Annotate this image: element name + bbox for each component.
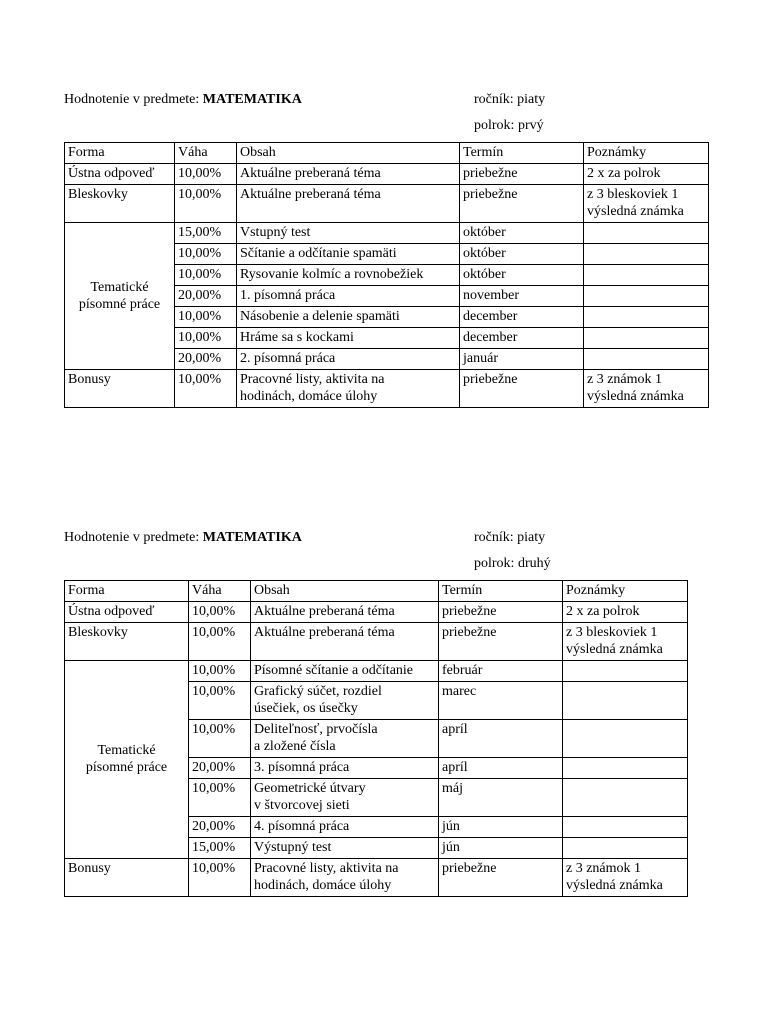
column-header-poznamky: Poznámky <box>563 581 688 602</box>
cell-poznamky <box>563 758 688 779</box>
column-header-termin: Termín <box>439 581 563 602</box>
table-row <box>65 185 709 223</box>
section-1-grade-year: ročník: piaty <box>474 92 546 107</box>
cell-poznamky <box>563 682 688 720</box>
cell-poznamky <box>563 720 688 758</box>
cell-obsah: Aktuálne preberaná téma <box>237 185 460 223</box>
cell-forma: Ústna odpoveď <box>65 602 189 623</box>
cell-vaha: 10,00% <box>175 164 237 185</box>
table-row <box>65 164 709 185</box>
cell-termin: priebežne <box>460 370 584 408</box>
cell-vaha: 10,00% <box>175 328 237 349</box>
cell-obsah: Pracovné listy, aktivita na hodinách, domáce úlohy <box>237 370 460 408</box>
cell-vaha: 15,00% <box>189 838 251 859</box>
cell-vaha: 10,00% <box>189 682 251 720</box>
cell-obsah: 3. písomná práca <box>251 758 439 779</box>
cell-poznamky: z 3 známok 1 výsledná známka <box>563 859 688 897</box>
cell-vaha: 10,00% <box>189 779 251 817</box>
cell-obsah: Grafický súčet, rozdiel úsečiek, os úsečky <box>251 682 439 720</box>
cell-obsah: Rysovanie kolmíc a rovnobežiek <box>237 265 460 286</box>
cell-obsah: Aktuálne preberaná téma <box>251 602 439 623</box>
cell-poznamky <box>584 328 709 349</box>
section-1-subject-line <box>64 92 302 108</box>
table-row <box>65 370 709 408</box>
cell-termin: priebežne <box>439 602 563 623</box>
cell-termin: apríl <box>439 720 563 758</box>
cell-obsah: Sčítanie a odčítanie spamäti <box>237 244 460 265</box>
subject-name: MATEMATIKA <box>202 92 302 107</box>
cell-obsah: Výstupný test <box>251 838 439 859</box>
cell-poznamky <box>563 661 688 682</box>
table-row <box>65 223 709 244</box>
cell-vaha: 10,00% <box>175 307 237 328</box>
column-header-obsah: Obsah <box>251 581 439 602</box>
cell-vaha: 20,00% <box>189 758 251 779</box>
cell-termin: október <box>460 223 584 244</box>
cell-forma: Ústna odpoveď <box>65 164 175 185</box>
column-header-forma: Forma <box>65 143 175 164</box>
cell-termin: apríl <box>439 758 563 779</box>
subject-name: MATEMATIKA <box>202 530 302 545</box>
cell-obsah: Aktuálne preberaná téma <box>237 164 460 185</box>
cell-forma: Bonusy <box>65 370 175 408</box>
cell-forma: Bonusy <box>65 859 189 897</box>
table-row <box>65 661 688 682</box>
section-2-semester: polrok: druhý <box>474 556 551 571</box>
column-header-termin: Termín <box>460 143 584 164</box>
cell-poznamky <box>563 817 688 838</box>
cell-vaha: 20,00% <box>175 349 237 370</box>
column-header-obsah: Obsah <box>237 143 460 164</box>
cell-poznamky <box>584 265 709 286</box>
table-row <box>65 623 688 661</box>
cell-vaha: 10,00% <box>189 602 251 623</box>
section-2-subject-line <box>64 530 302 546</box>
cell-forma: Bleskovky <box>65 185 175 223</box>
cell-vaha: 20,00% <box>189 817 251 838</box>
column-header-vaha: Váha <box>189 581 251 602</box>
cell-termin: december <box>460 328 584 349</box>
cell-vaha: 10,00% <box>189 859 251 897</box>
cell-obsah: 2. písomná práca <box>237 349 460 370</box>
cell-termin: jún <box>439 838 563 859</box>
cell-termin: priebežne <box>439 623 563 661</box>
cell-poznamky <box>584 349 709 370</box>
cell-termin: október <box>460 265 584 286</box>
cell-vaha: 10,00% <box>175 244 237 265</box>
cell-vaha: 20,00% <box>175 286 237 307</box>
cell-vaha: 10,00% <box>189 661 251 682</box>
cell-termin: priebežne <box>460 164 584 185</box>
cell-obsah: Pracovné listy, aktivita na hodinách, domáce úlohy <box>251 859 439 897</box>
cell-termin: december <box>460 307 584 328</box>
cell-vaha: 10,00% <box>189 623 251 661</box>
cell-poznamky <box>584 286 709 307</box>
column-header-poznamky: Poznámky <box>584 143 709 164</box>
cell-poznamky <box>584 307 709 328</box>
cell-poznamky: z 3 bleskoviek 1 výsledná známka <box>563 623 688 661</box>
cell-obsah: Aktuálne preberaná téma <box>251 623 439 661</box>
subject-label: Hodnotenie v predmete: <box>64 530 200 545</box>
cell-termin: január <box>460 349 584 370</box>
cell-poznamky <box>563 779 688 817</box>
cell-vaha: 15,00% <box>175 223 237 244</box>
cell-forma-group: Tematické písomné práce <box>65 223 175 370</box>
section-1-semester: polrok: prvý <box>474 118 544 133</box>
cell-poznamky: 2 x za polrok <box>584 164 709 185</box>
cell-vaha: 10,00% <box>189 720 251 758</box>
cell-obsah: Vstupný test <box>237 223 460 244</box>
cell-obsah: 4. písomná práca <box>251 817 439 838</box>
cell-poznamky: z 3 známok 1 výsledná známka <box>584 370 709 408</box>
section-2-grade-year: ročník: piaty <box>474 530 546 545</box>
cell-forma: Bleskovky <box>65 623 189 661</box>
cell-poznamky <box>584 244 709 265</box>
cell-termin: október <box>460 244 584 265</box>
cell-obsah: Násobenie a delenie spamäti <box>237 307 460 328</box>
cell-termin: marec <box>439 682 563 720</box>
cell-obsah: Hráme sa s kockami <box>237 328 460 349</box>
column-header-forma: Forma <box>65 581 189 602</box>
cell-termin: jún <box>439 817 563 838</box>
cell-poznamky <box>563 838 688 859</box>
cell-obsah: 1. písomná práca <box>237 286 460 307</box>
cell-forma-group: Tematické písomné práce <box>65 661 189 859</box>
cell-poznamky: z 3 bleskoviek 1 výsledná známka <box>584 185 709 223</box>
cell-obsah: Deliteľnosť, prvočísla a zložené čísla <box>251 720 439 758</box>
section-1-evaluation-table <box>64 142 709 408</box>
cell-termin: november <box>460 286 584 307</box>
cell-poznamky: 2 x za polrok <box>563 602 688 623</box>
column-header-vaha: Váha <box>175 143 237 164</box>
cell-termin: máj <box>439 779 563 817</box>
table-row <box>65 859 688 897</box>
table-header-row <box>65 581 688 602</box>
subject-label: Hodnotenie v predmete: <box>64 92 200 107</box>
cell-poznamky <box>584 223 709 244</box>
table-row <box>65 602 688 623</box>
cell-vaha: 10,00% <box>175 185 237 223</box>
table-header-row <box>65 143 709 164</box>
cell-obsah: Geometrické útvary v štvorcovej sieti <box>251 779 439 817</box>
cell-termin: február <box>439 661 563 682</box>
cell-vaha: 10,00% <box>175 265 237 286</box>
cell-obsah: Písomné sčítanie a odčítanie <box>251 661 439 682</box>
cell-termin: priebežne <box>460 185 584 223</box>
cell-vaha: 10,00% <box>175 370 237 408</box>
section-2-evaluation-table <box>64 580 688 897</box>
cell-termin: priebežne <box>439 859 563 897</box>
